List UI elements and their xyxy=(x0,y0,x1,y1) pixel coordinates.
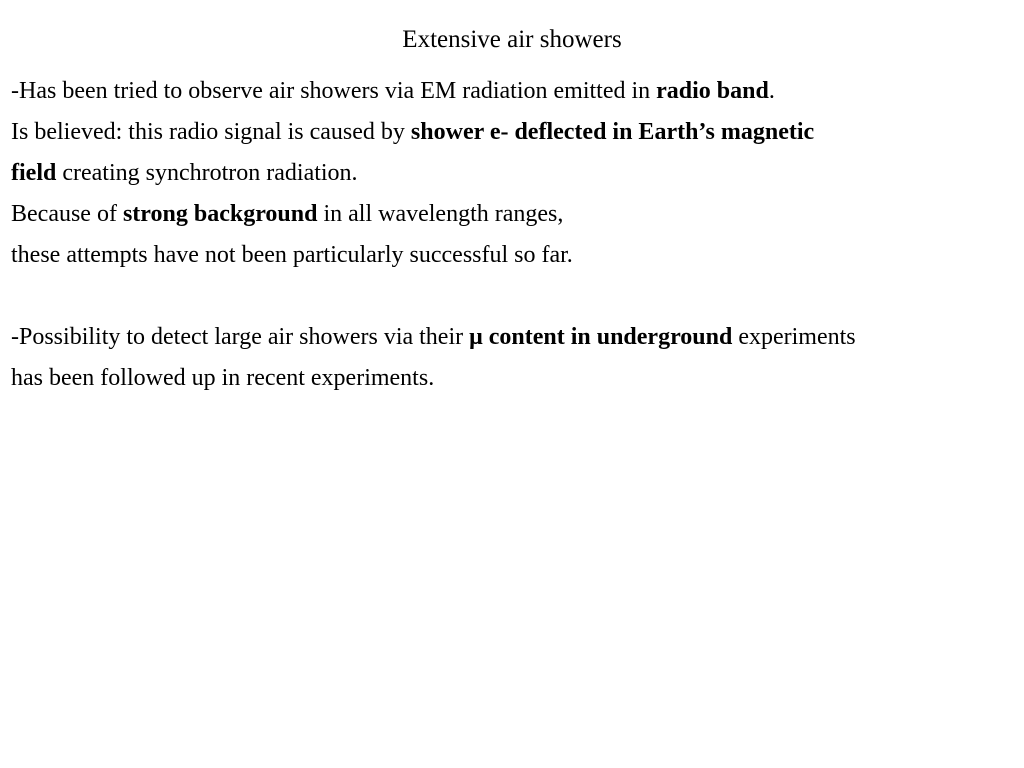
blank-line xyxy=(11,276,1021,317)
emphasis-text: μ content in underground xyxy=(469,324,733,350)
body-line xyxy=(11,358,1021,399)
body-line xyxy=(11,71,1021,112)
text-run: Because of xyxy=(11,201,123,227)
text-run: creating synchrotron radiation. xyxy=(56,160,358,186)
emphasis-text: shower e- deflected in Earth’s magnetic xyxy=(410,119,815,145)
text-run: -Possibility to detect large air showers via their xyxy=(11,324,470,350)
slide-body xyxy=(11,71,1021,399)
body-line xyxy=(11,153,1021,194)
body-line xyxy=(11,317,1021,358)
body-line xyxy=(11,112,1021,153)
text-run: -Has been tried to observe air showers via EM radiation emitted in xyxy=(11,78,657,104)
text-run: in all wavelength ranges, xyxy=(317,201,564,227)
text-run: experiments xyxy=(732,324,856,350)
text-run: . xyxy=(768,78,775,104)
text-run: these attempts have not been particularly successful so far. xyxy=(11,242,573,268)
text-run: Is believed: this radio signal is caused by xyxy=(11,119,411,145)
body-line xyxy=(11,235,1021,276)
body-line xyxy=(11,194,1021,235)
text-run: has been followed up in recent experiments. xyxy=(11,365,435,391)
slide-title: Extensive air showers xyxy=(402,26,622,53)
emphasis-text: field xyxy=(11,160,57,186)
emphasis-text: radio band xyxy=(656,78,769,104)
emphasis-text: strong background xyxy=(122,201,318,227)
